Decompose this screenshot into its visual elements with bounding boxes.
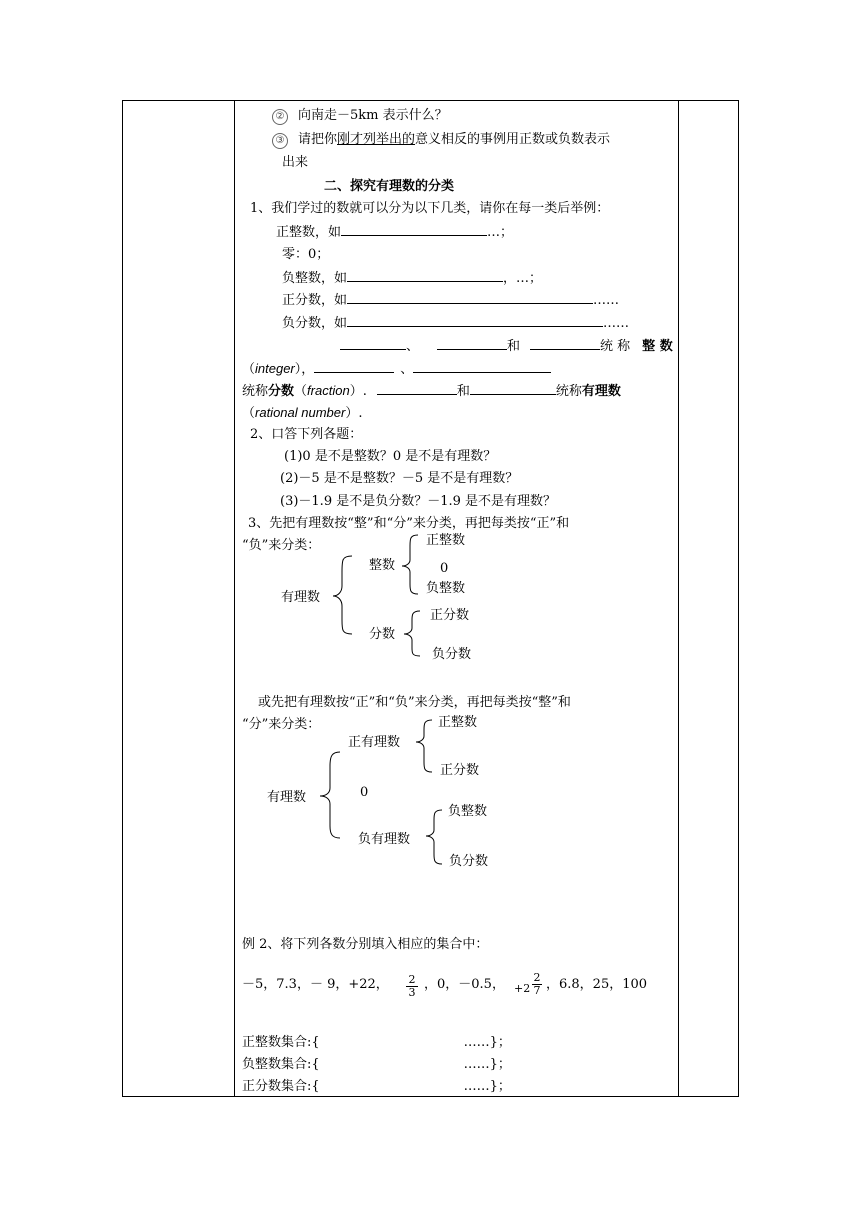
term-integer: 整 数 xyxy=(642,339,673,354)
term-fraction: 分数 xyxy=(268,384,295,399)
tree2-zero: 0 xyxy=(360,785,369,800)
tree1-negative-fraction: 负分数 xyxy=(432,647,472,662)
item2-intro: 2、口答下列各题： xyxy=(250,427,363,442)
sep: 和 xyxy=(456,384,470,399)
tree1-positive-fraction: 正分数 xyxy=(430,608,470,623)
tail: ，…； xyxy=(503,271,543,286)
text: 统称 xyxy=(242,384,269,399)
fraction-two-thirds xyxy=(406,974,418,999)
label: 负整数，如 xyxy=(282,271,348,286)
sep: 、 xyxy=(400,362,414,377)
item2-q1: (1)0 是不是整数？0 是不是有理数？ xyxy=(284,449,497,464)
tree2-root: 有理数 xyxy=(267,790,307,805)
set-tail: ……}； xyxy=(463,1035,511,1050)
brace xyxy=(404,611,420,656)
sep: 、 xyxy=(406,339,420,354)
set-negative-integer xyxy=(242,1056,511,1074)
mixed-number-fraction xyxy=(532,972,542,997)
tree2-negative-rational: 负有理数 xyxy=(358,832,411,847)
example2-numbers-a: －5，7.3，－ 9，+22， xyxy=(242,977,389,992)
brace xyxy=(426,810,442,864)
item1-intro: 1、我们学过的数就可以分为以下几类，请你在每一类后举例： xyxy=(250,201,610,216)
set-tail: ……}； xyxy=(463,1057,511,1072)
tree1-fraction: 分数 xyxy=(369,627,396,642)
label: 负分数，如 xyxy=(282,316,348,331)
tree1-integer: 整数 xyxy=(369,558,396,573)
paren: （ xyxy=(242,406,256,421)
set-label: 负整数集合:{ xyxy=(242,1057,320,1072)
text: 统 称 xyxy=(600,339,631,354)
set-label: 正整数集合:{ xyxy=(242,1035,320,1050)
set-positive-fraction xyxy=(242,1078,511,1096)
tree1-positive-integer: 正整数 xyxy=(426,533,466,548)
section-title: 二、探究有理数的分类 xyxy=(324,179,455,194)
zero-line: 零：0； xyxy=(282,247,330,262)
circled-number: ③ xyxy=(272,133,288,149)
question-text-pre: 请把你 xyxy=(298,132,338,147)
brace xyxy=(320,752,340,838)
paren: （ xyxy=(242,362,256,377)
denominator: 7 xyxy=(533,984,541,997)
tree2-negative-integer: 负整数 xyxy=(448,804,488,819)
english-term: fraction xyxy=(307,383,350,398)
tree2-positive-rational: 正有理数 xyxy=(348,735,401,750)
tail: …； xyxy=(487,225,514,240)
tree1-negative-integer: 负整数 xyxy=(426,581,466,596)
question-underlined-text: 刚才列举出的 xyxy=(337,132,416,147)
example2-numbers-b: ，0，－0.5， xyxy=(424,977,505,992)
question-text: 向南走－5km 表示什么？ xyxy=(298,108,448,123)
example2-title: 例 2、将下列各数分别填入相应的集合中： xyxy=(242,937,489,952)
sep: 和 xyxy=(507,339,521,354)
english-term: rational number xyxy=(255,405,346,420)
paren: ）. xyxy=(349,384,367,399)
tree1-zero: 0 xyxy=(440,561,449,576)
paren: ）， xyxy=(294,362,315,377)
tail: …… xyxy=(603,316,630,331)
example2-numbers-c: ，6.8，25，100 xyxy=(546,977,648,992)
label: 正分数，如 xyxy=(282,293,348,308)
mixed-number-whole: +2 xyxy=(514,982,531,995)
set-label: 正分数集合:{ xyxy=(242,1079,320,1094)
item3-intro-cont: “负”来分类： xyxy=(242,538,321,553)
question-text-post: 意义相反的事例用正数或负数表示 xyxy=(415,132,611,147)
tree2-positive-integer: 正整数 xyxy=(438,715,478,730)
tree2-positive-fraction: 正分数 xyxy=(440,763,480,778)
paren: ）. xyxy=(345,406,363,421)
english-term: integer xyxy=(255,361,295,376)
question-3-continuation: 出来 xyxy=(282,155,309,170)
numerator: 2 xyxy=(533,971,541,984)
denominator: 3 xyxy=(406,986,418,999)
term-rational: 有理数 xyxy=(581,384,621,399)
brace xyxy=(333,556,352,634)
item3-alt: 或先把有理数按“正”和“负”来分类，再把每类按“整”和 xyxy=(258,695,571,710)
tree1-root: 有理数 xyxy=(281,590,321,605)
set-positive-integer xyxy=(242,1034,511,1052)
paren: （ xyxy=(294,384,308,399)
tree2-negative-fraction: 负分数 xyxy=(449,854,489,869)
item2-q3: (3)－1.9 是不是负分数？－1.9 是不是有理数？ xyxy=(280,494,557,509)
numerator: 2 xyxy=(408,973,416,986)
item3-intro: 3、先把有理数按“整”和“分”来分类，再把每类按“正”和 xyxy=(248,516,570,531)
brace xyxy=(402,535,418,594)
brace xyxy=(416,720,432,772)
item3-alt-cont: “分”来分类： xyxy=(242,717,321,732)
tail: …… xyxy=(593,293,620,308)
text: 统称 xyxy=(555,384,582,399)
label: 正整数，如 xyxy=(276,225,342,240)
circled-number: ② xyxy=(272,109,288,125)
item2-q2: (2)－5 是不是整数？－5 是不是有理数？ xyxy=(280,471,519,486)
set-tail: ……}； xyxy=(463,1079,511,1094)
